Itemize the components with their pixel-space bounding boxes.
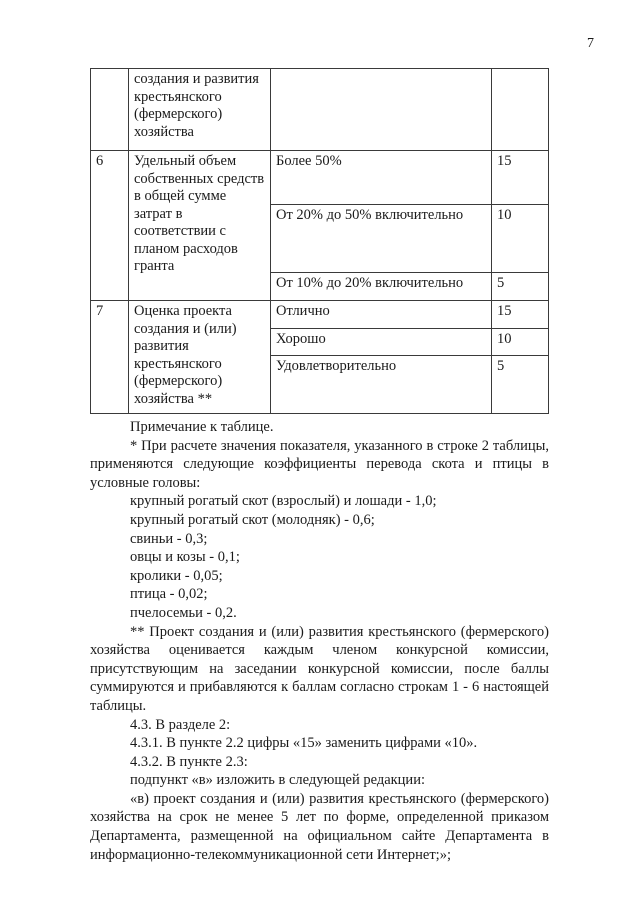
table-row <box>91 151 549 205</box>
coefficient-item: свиньи - 0,3; <box>130 530 208 547</box>
row-number-cell: 7 <box>91 301 129 414</box>
coefficient-item: пчелосемьи - 0,2. <box>130 604 237 621</box>
coefficient-item: овцы и козы - 0,1; <box>130 549 240 566</box>
score-cell: 10 <box>492 205 549 273</box>
coefficient-item: птица - 0,02; <box>130 586 208 603</box>
notes-heading: Примечание к таблице. <box>130 419 274 435</box>
criterion-name-cell: создания и развития крестьянского (фермерского) хозяйства <box>129 69 271 151</box>
criterion-name-cell: Оценка проекта создания и (или) развития крестьянского (фермерского) хозяйства ** <box>129 301 271 414</box>
condition-cell: Хорошо <box>271 329 492 356</box>
condition-cell: Отлично <box>271 301 492 329</box>
condition-cell: Более 50% <box>271 151 492 205</box>
criterion-name-cell: Удельный объем собственных средств в общей сумме затрат в соответствии с планом расходов гранта <box>129 151 271 301</box>
section-paragraph: 4.3.2. В пункте 2.3: <box>130 753 248 770</box>
section-paragraph: 4.3. В разделе 2: <box>130 716 231 733</box>
score-cell: 10 <box>492 329 549 356</box>
score-cell: 5 <box>492 273 549 301</box>
condition-cell: От 20% до 50% включительно <box>271 205 492 273</box>
row-number-cell: 6 <box>91 151 129 301</box>
score-cell: 15 <box>492 151 549 205</box>
footnote-paragraph: ** Проект создания и (или) развития крестьянского (фермерского) хозяйства оценивается каждым членом конкурсной комиссии, присутствующим на заседании конкурсной комиссии, после баллы суммируются и прибавляются к баллам согласно строкам 1 - 6 настоящей таблицы. <box>90 623 549 714</box>
section-paragraph: «в) проект создания и (или) развития крестьянского (фермерского) хозяйства на срок не менее 5 лет по форме, определенной приказом Департамента, размещенной на официальном сайте Департамента в информационно-телекоммуникационной сети Интернет;»; <box>90 790 549 863</box>
condition-cell <box>271 69 492 151</box>
table-row <box>91 69 549 151</box>
page-number: 7 <box>587 36 594 51</box>
section-paragraph: подпункт «в» изложить в следующей редакции: <box>130 772 425 789</box>
coefficient-item: кролики - 0,05; <box>130 567 223 584</box>
score-cell: 5 <box>492 356 549 414</box>
coefficient-item: крупный рогатый скот (взрослый) и лошади - 1,0; <box>130 493 437 510</box>
table-notes <box>90 418 549 864</box>
condition-cell: От 10% до 20% включительно <box>271 273 492 301</box>
score-cell <box>492 69 549 151</box>
row-number-cell <box>91 69 129 151</box>
condition-cell: Удовлетворительно <box>271 356 492 414</box>
coefficient-item: крупный рогатый скот (молодняк) - 0,6; <box>130 511 375 528</box>
criteria-table <box>90 68 549 414</box>
section-paragraph: 4.3.1. В пункте 2.2 цифры «15» заменить цифрами «10». <box>130 735 478 752</box>
score-cell: 15 <box>492 301 549 329</box>
table-row <box>91 301 549 329</box>
footnote-paragraph: * При расчете значения показателя, указанного в строке 2 таблицы, применяются следующие коэффициенты перевода скота и птицы в условные головы: <box>90 437 549 491</box>
